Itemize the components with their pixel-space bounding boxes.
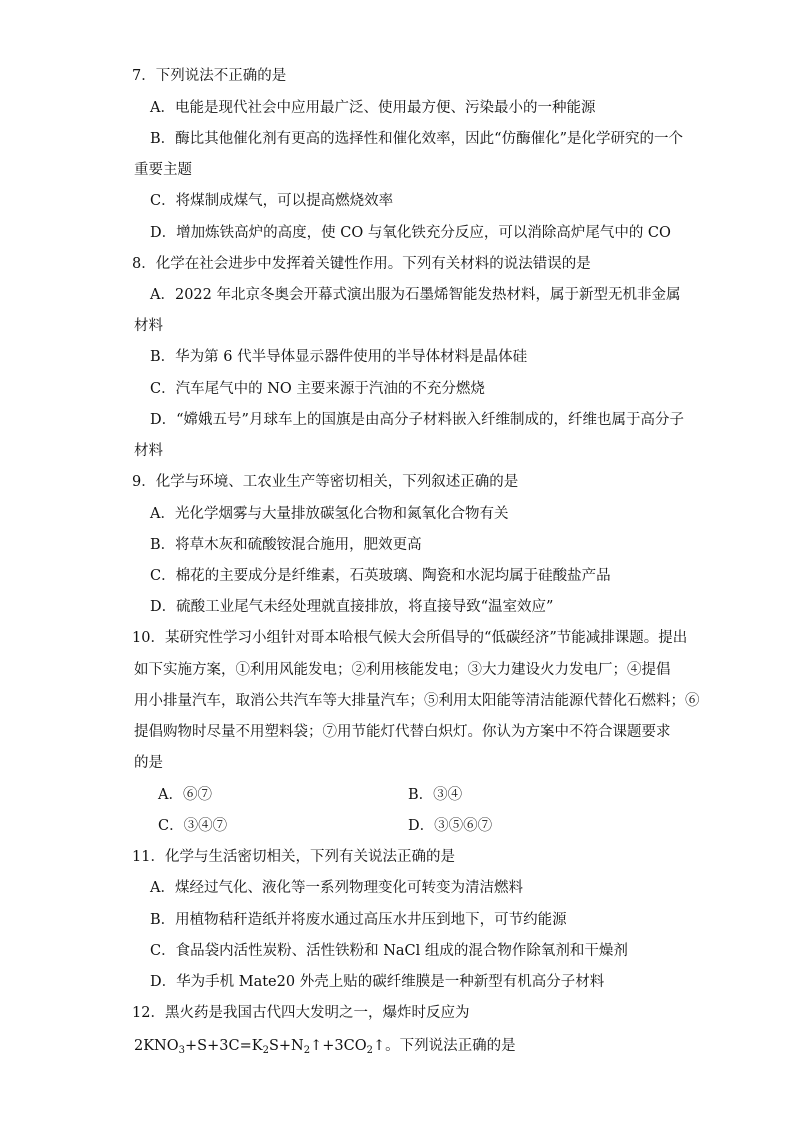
question-7-option-a: A．电能是现代社会中应用最广泛、使用最方便、污染最小的一种能源 [150,100,596,116]
question-7-option-c: C．将煤制成煤气，可以提高燃烧效率 [150,193,394,209]
question-9-option-c: C．棉花的主要成分是纤维素，石英玻璃、陶瓷和水泥均属于硅酸盐产品 [150,568,611,584]
equation-part-1: 2KNO [134,1038,179,1054]
equation-part-3: S+N [268,1038,304,1054]
question-10-option-d: D．③⑤⑥⑦ [408,818,493,834]
question-8-option-a: A．2022 年北京冬奥会开幕式演出服为石墨烯智能发热材料，属于新型无机非金属 [150,287,681,303]
equation-part-4: ↑+3CO [310,1038,367,1054]
question-10-stem-line-5: 的是 [134,755,163,771]
question-11-option-c: C．食品袋内活性炭粉、活性铁粉和 NaCl 组成的混合物作除氧剂和干燥剂 [150,943,628,959]
question-12-equation [134,1036,516,1061]
question-8-option-c: C．汽车尾气中的 NO 主要来源于汽油的不充分燃烧 [150,381,485,397]
question-10-stem-line-3: 用小排量汽车，取消公共汽车等大排量汽车；⑤利用太阳能等清洁能源代替化石燃料；⑥ [134,693,700,709]
question-7-stem: 7．下列说法不正确的是 [132,68,287,84]
equation-part-2: +S+3C=K [185,1038,263,1054]
question-11-option-d: D．华为手机 Mate20 外壳上贴的碳纤维膜是一种新型有机高分子材料 [150,974,605,990]
question-10-stem-line-2: 如下实施方案，①利用风能发电；②利用核能发电；③大力建设火力发电厂；④提倡 [134,662,671,678]
question-10-option-c: C．③④⑦ [158,818,228,834]
equation-subscript-3: 2 [303,1045,311,1056]
question-9-option-b: B．将草木灰和硫酸铵混合施用，肥效更高 [150,537,422,553]
question-10-stem-line-4: 提倡购物时尽量不用塑料袋；⑦用节能灯代替白炽灯。你认为方案中不符合课题要求 [134,724,671,740]
question-8-option-d: D．“嫦娥五号”月球车上的国旗是由高分子材料嵌入纤维制成的，纤维也属于高分子 [150,412,684,428]
question-7-option-b: B．酶比其他催化剂有更高的选择性和催化效率，因此“仿酶催化”是化学研究的一个 [150,131,683,147]
question-11-option-a: A．煤经过气化、液化等一系列物理变化可转变为清洁燃料 [150,880,523,896]
equation-part-5: ↑。下列说法正确的是 [372,1038,516,1054]
question-10-option-a: A．⑥⑦ [158,787,212,803]
question-9-option-a: A．光化学烟雾与大量排放碳氢化合物和氮氧化合物有关 [150,506,509,522]
question-9-option-d: D．硫酸工业尾气未经处理就直接排放，将直接导致“温室效应” [150,599,554,615]
equation-subscript-2: 2 [262,1045,269,1056]
question-8-option-d-continued: 材料 [134,443,163,459]
question-8-option-b: B．华为第 6 代半导体显示器件使用的半导体材料是晶体硅 [150,349,528,365]
question-8-option-a-continued: 材料 [134,318,163,334]
question-10-option-b: B．③④ [408,787,463,803]
question-7-option-d: D．增加炼铁高炉的高度，使 CO 与氧化铁充分反应，可以消除高炉尾气中的 CO [150,225,671,241]
question-11-option-b: B．用植物秸秆造纸并将废水通过高压水井压到地下，可节约能源 [150,912,567,928]
question-10-stem-line-1: 10．某研究性学习小组针对哥本哈根气候大会所倡导的“低碳经济”节能减排课题。提出 [132,630,688,646]
equation-subscript-1: 3 [178,1045,186,1056]
question-8-stem: 8．化学在社会进步中发挥着关键性作用。下列有关材料的说法错误的是 [132,256,591,272]
question-12-stem: 12．黑火药是我国古代四大发明之一，爆炸时反应为 [132,1005,470,1021]
equation-subscript-4: 2 [366,1045,373,1056]
question-11-stem: 11．化学与生活密切相关，下列有关说法正确的是 [132,849,455,865]
question-7-option-b-continued: 重要主题 [134,162,192,178]
question-9-stem: 9．化学与环境、工农业生产等密切相关，下列叙述正确的是 [132,474,519,490]
